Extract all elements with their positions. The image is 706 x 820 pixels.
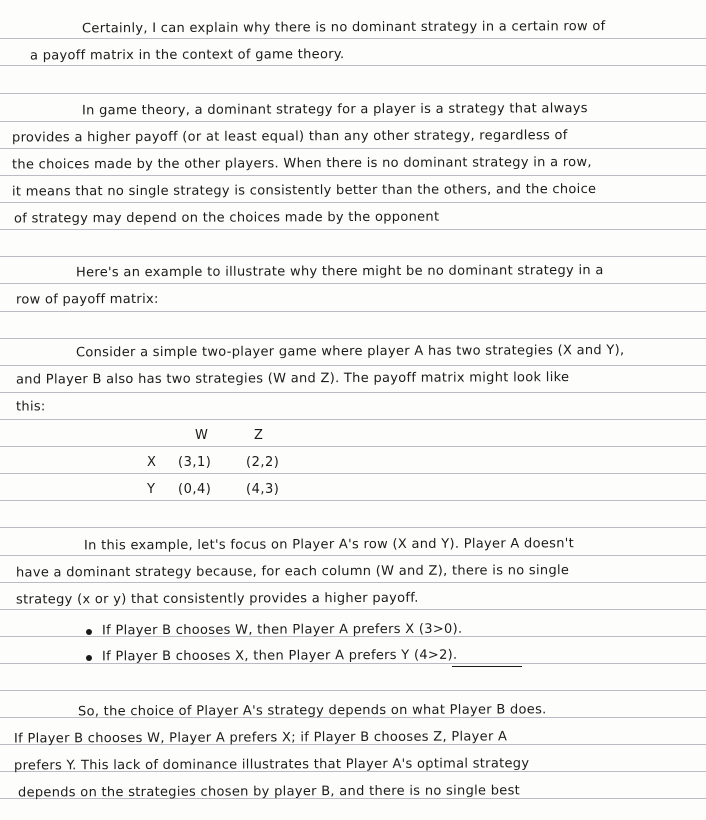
ruled-line [0, 38, 706, 39]
paragraph2-line1: In game theory, a dominant strategy for a player is a strategy that always [81, 101, 588, 119]
ruled-line [0, 392, 706, 393]
ruled-line [0, 229, 706, 230]
ruled-line [0, 202, 706, 203]
ruled-line [0, 582, 706, 583]
ruled-line [0, 527, 706, 528]
paragraph4-line1: Consider a simple two-player game where player A has two strategies (X and Y), [75, 342, 625, 361]
paragraph6-line1: So, the choice of Player A's strategy depends on what Player B does. [77, 702, 547, 720]
ruled-line [0, 500, 706, 501]
paragraph5-line2: have a dominant strategy because, for each column (W and Z), there is no single [15, 563, 570, 581]
paragraph6-line2: If Player B chooses W, Player A prefers X; if Player B chooses Z, Player A [13, 729, 508, 747]
paragraph6-line3: prefers Y. This lack of dominance illustrates that Player A's optimal strategy [13, 756, 530, 774]
matrix-col-z: Z [254, 428, 264, 443]
bullet-item-2: If Player B chooses X, then Player A prefers Y (4>2). [101, 647, 458, 665]
ruled-line [0, 256, 706, 257]
paragraph6-line4: depends on the strategies chosen by player B, and there is no single best [17, 783, 521, 801]
matrix-cell-xz: (2,2) [246, 455, 280, 470]
ruled-line [0, 419, 706, 420]
paragraph4-line2: and Player B also has two strategies (W and Z). The payoff matrix might look like [15, 370, 570, 388]
paragraph2-line3: the choices made by the other players. When there is no dominant strategy in a row, [11, 154, 592, 173]
paragraph3-line2: row of payoff matrix: [15, 291, 159, 308]
ruled-line [0, 555, 706, 556]
paragraph2-line2: provides a higher payoff (or at least equal) than any other strategy, regardless of [11, 128, 568, 146]
paragraph2-line4: it means that no single strategy is consistently better than the others, and the choice [11, 181, 597, 200]
matrix-cell-xw: (3,1) [178, 455, 212, 470]
ruled-line [0, 473, 706, 474]
ruled-line [0, 121, 706, 122]
matrix-col-w: W [195, 428, 209, 443]
ruled-line [0, 148, 706, 149]
matrix-cell-yw: (0,4) [178, 482, 212, 497]
matrix-row-x: X [147, 455, 157, 470]
paragraph5-line3: strategy (x or y) that consistently provides a higher payoff. [15, 590, 419, 608]
ruled-line [0, 446, 706, 447]
bullet-item-1: If Player B chooses W, then Player A prefers X (3>0). [101, 621, 463, 639]
matrix-cell-yz: (4,3) [246, 482, 280, 497]
ruled-line [0, 311, 706, 312]
ruled-line [0, 338, 706, 339]
ruled-line [0, 93, 706, 94]
ruled-line [0, 65, 706, 66]
ruled-line [0, 175, 706, 176]
paragraph4-line3: this: [15, 399, 46, 415]
paragraph1-line2: a payoff matrix in the context of game theory. [29, 47, 345, 64]
paragraph1-line1: Certainly, I can explain why there is no dominant strategy in a certain row of [81, 19, 606, 37]
ruled-line [0, 365, 706, 366]
paragraph5-line1: In this example, let's focus on Player A's row (X and Y). Player A doesn't [83, 536, 575, 554]
paragraph3-line1: Here's an example to illustrate why there might be no dominant strategy in a [75, 263, 604, 281]
matrix-row-y: Y [147, 482, 156, 497]
ruled-line [0, 283, 706, 284]
paragraph2-line5: of strategy may depend on the choices made by the opponent [13, 209, 440, 227]
ruled-line [0, 609, 706, 610]
ruled-line [0, 690, 706, 691]
handwritten-underline [452, 666, 522, 667]
